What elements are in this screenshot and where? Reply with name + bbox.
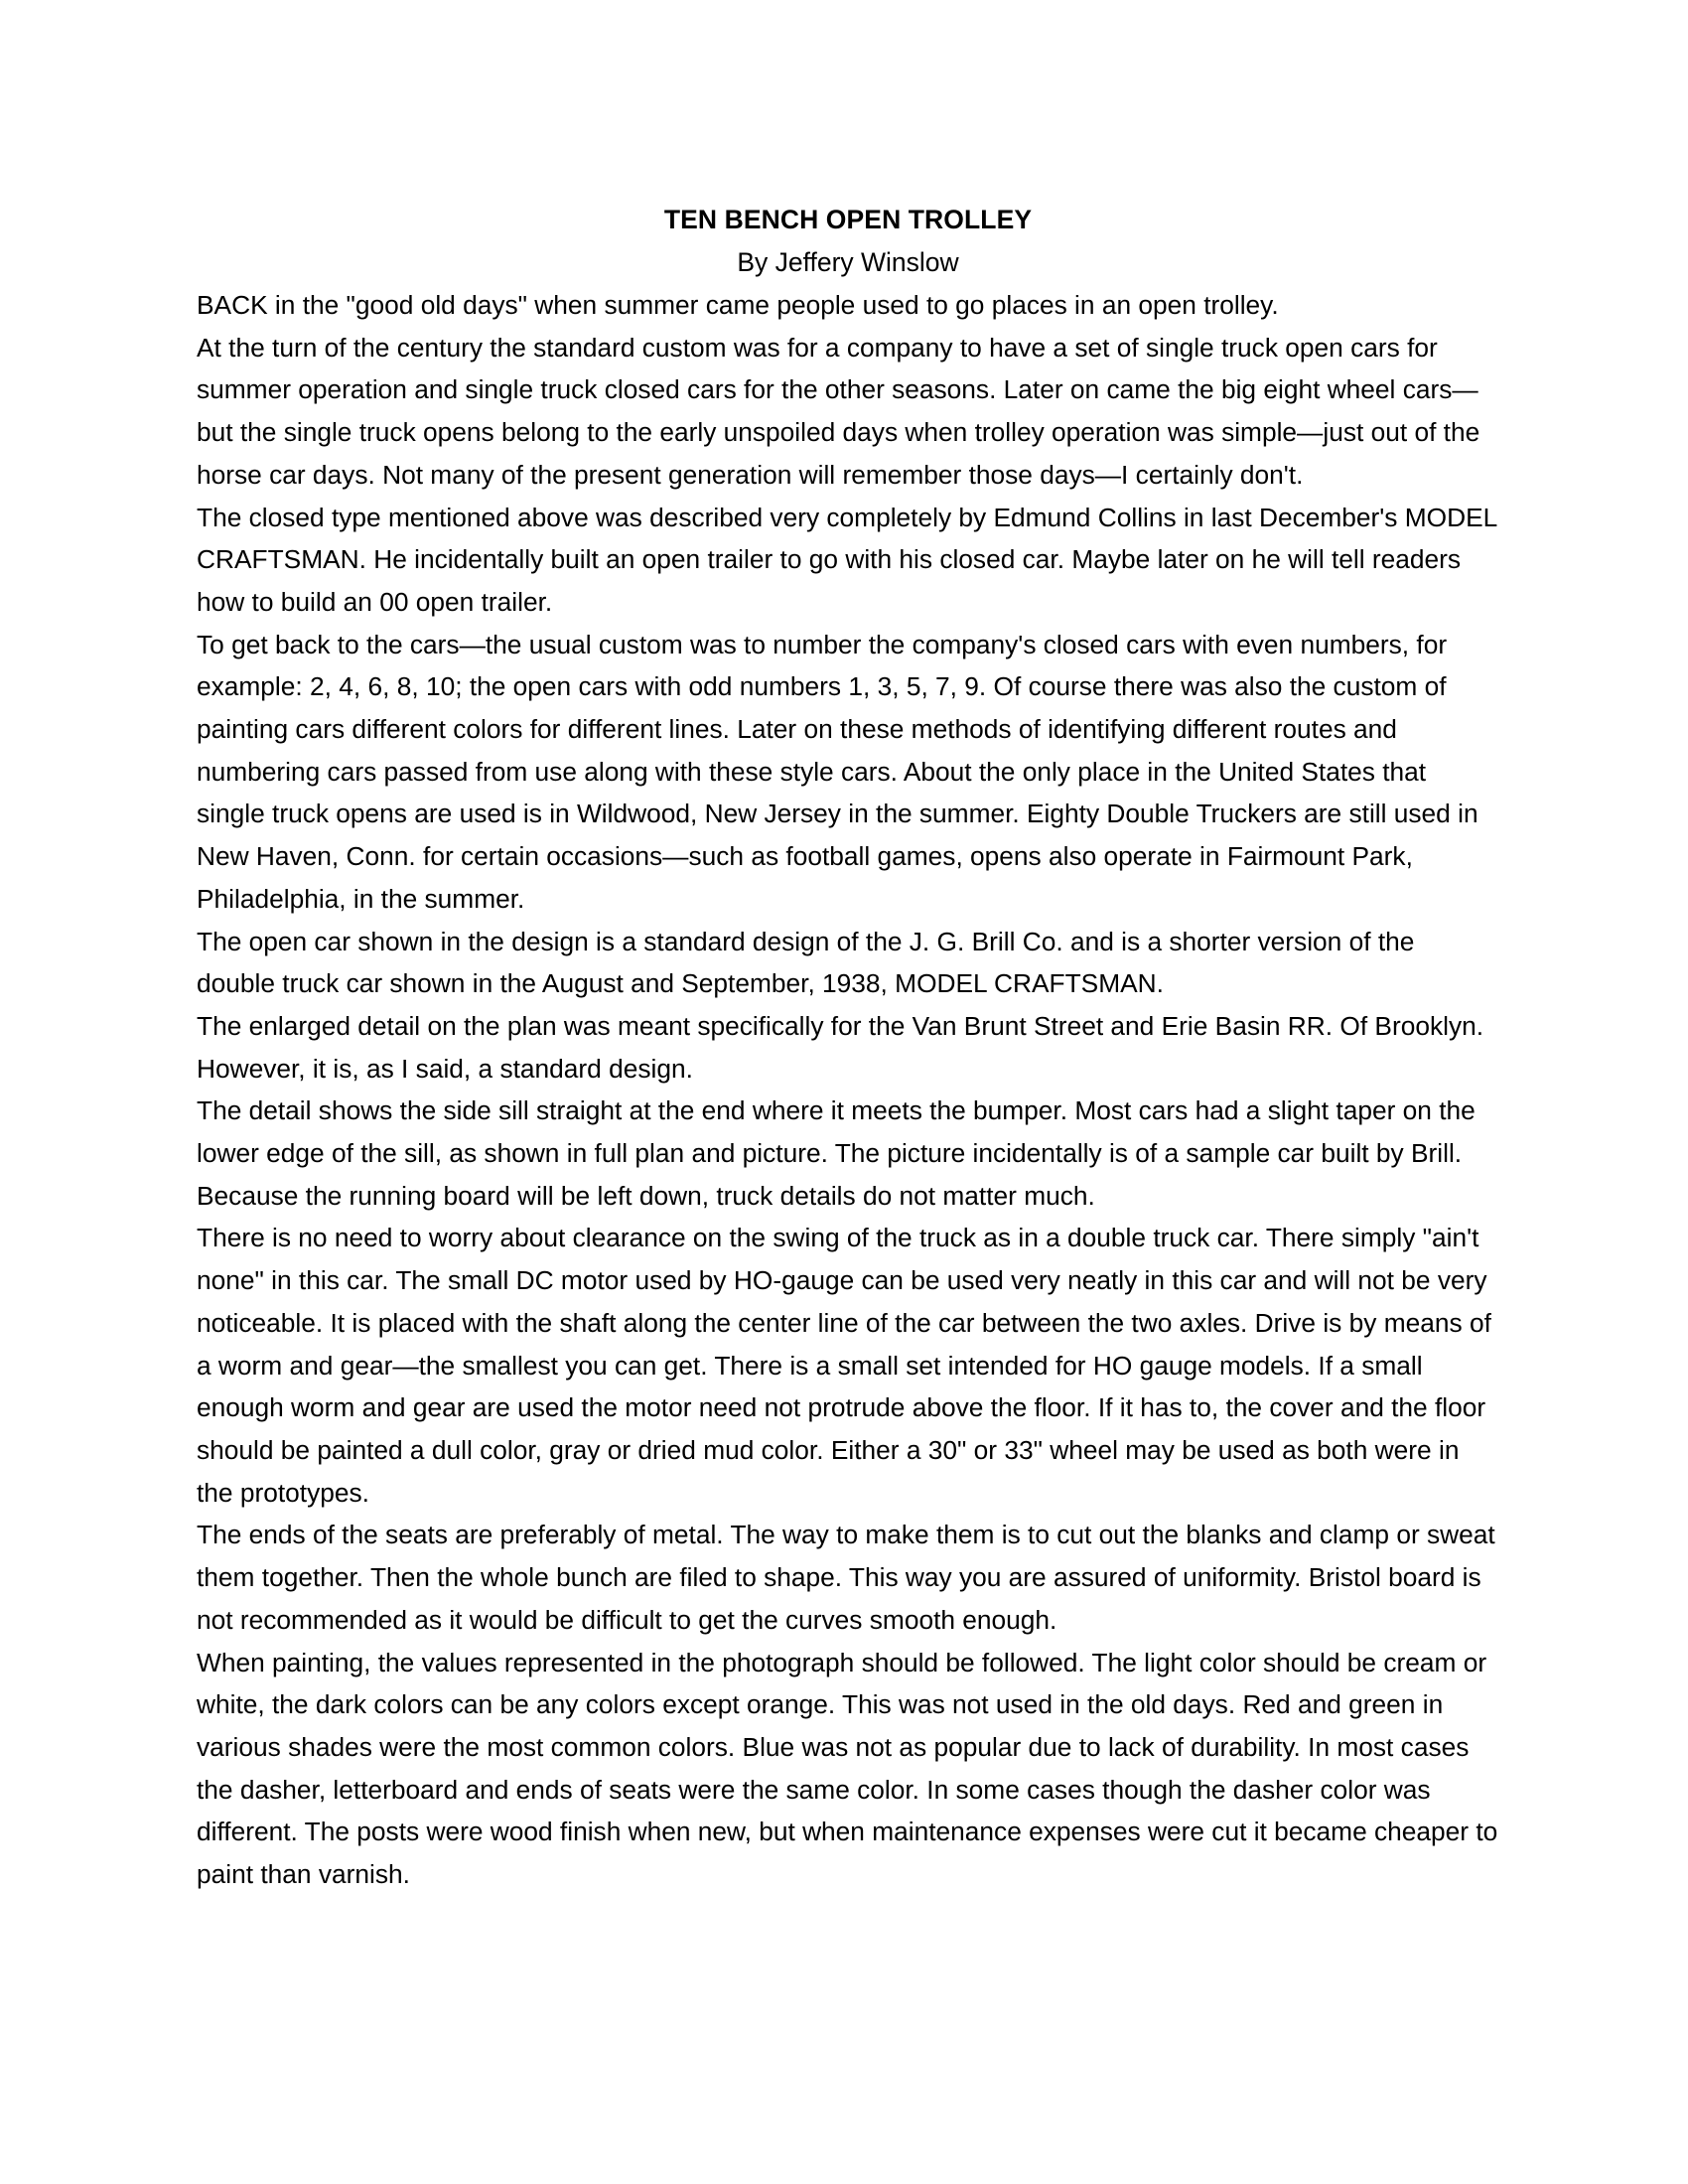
paragraph: The enlarged detail on the plan was meant specifically for the Van Brunt Street and Erie Basin RR. Of Brooklyn. However, it is, as I said, a standard design.	[197, 1010, 1484, 1084]
paragraph: The detail shows the side sill straight at the end where it meets the bumper. Most cars had a slight taper on the lower edge of the sill, as shown in full plan and picture. The picture incidentally is of a sample car built by Brill. Because the running board will be left down, truck details do not matter much.	[197, 1095, 1476, 1211]
paragraph: The closed type mentioned above was described very completely by Edmund Collins in last December's MODEL CRAFTSMAN. He incidentally built an open trailer to go with his closed car. Maybe later on he will tell readers how to build an 00 open trailer.	[197, 502, 1497, 617]
author-byline: By Jeffery Winslow	[737, 247, 959, 277]
paragraph: At the turn of the century the standard custom was for a company to have a set of single truck open cars for summer operation and single truck closed cars for the other seasons. Later on came the big eight wheel cars—but the single truck opens belong to the early unspoiled days when trolley operation was simple—just out of the horse car days. Not many of the present generation will remember those days—I certainly don't.	[197, 332, 1480, 490]
article-body	[197, 284, 1499, 1896]
paragraph: The ends of the seats are preferably of metal. The way to make them is to cut out the blanks and clamp or sweat them together. Then the whole bunch are filed to shape. This way you are assured of uniformity. Bristol board is not recommended as it would be difficult to get the curves smooth enough.	[197, 1520, 1495, 1635]
paragraph: BACK in the "good old days" when summer came people used to go places in an open trolley.	[197, 290, 1279, 320]
paragraph: To get back to the cars—the usual custom was to number the company's closed cars with even numbers, for example: 2, 4, 6, 8, 10; the open cars with odd numbers 1, 3, 5, 7, 9. Of course there was also the custom of painting cars different colors for different lines. Later on these methods of identifying different routes and numbering cars passed from use along with these style cars. About the only place in the United States that single truck opens are used is in Wildwood, New Jersey in the summer. Eighty Double Truckers are still used in New Haven, Conn. for certain occasions—such as football games, opens also operate in Fairmount Park, Philadelphia, in the summer.	[197, 629, 1478, 914]
document-content	[197, 199, 1499, 1896]
paragraph: When painting, the values represented in the photograph should be followed. The light color should be cream or white, the dark colors can be any colors except orange. This was not used in the old days. Red and green in various shades were the most common colors. Blue was not as popular due to lack of durability. In most cases the dasher, letterboard and ends of seats were the same color. In some cases though the dasher color was different. The posts were wood finish when new, but when maintenance expenses were cut it became cheaper to paint than varnish.	[197, 1647, 1498, 1890]
page-title: TEN BENCH OPEN TROLLEY	[663, 205, 1033, 234]
paragraph: The open car shown in the design is a standard design of the J. G. Brill Co. and is a shorter version of the double truck car shown in the August and September, 1938, MODEL CRAFTSMAN.	[197, 926, 1415, 999]
paragraph: There is no need to worry about clearance on the swing of the truck as in a double truck car. There simply "ain't none" in this car. The small DC motor used by HO-gauge can be used very neatly in this car and will not be very noticeable. It is placed with the shaft along the center line of the car between the two axles. Drive is by means of a worm and gear—the smallest you can get. There is a small set intended for HO gauge models. If a small enough worm and gear are used the motor need not protrude above the floor. If it has to, the cover and the floor should be painted a dull color, gray or dried mud color. Either a 30" or 33" wheel may be used as both were in the prototypes.	[197, 1223, 1491, 1508]
